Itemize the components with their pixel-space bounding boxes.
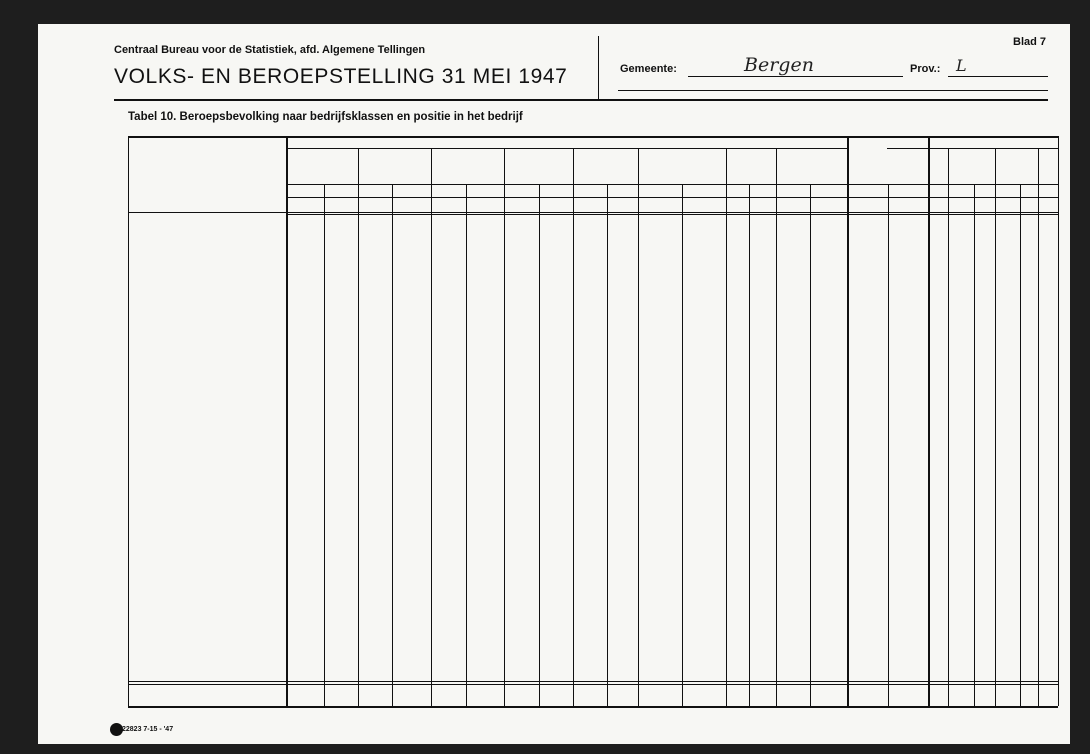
table-title: Tabel 10. Beroepsbevolking naar bedrijfsklassen en positie in het bedrijf — [128, 111, 523, 123]
column-rule — [682, 184, 683, 706]
header-divider — [598, 36, 599, 100]
column-rule — [974, 184, 975, 706]
column-rule — [726, 148, 727, 706]
column-rule — [810, 184, 811, 706]
table-right-rule — [1058, 136, 1059, 706]
column-rule — [995, 148, 996, 706]
organisation-name: Centraal Bureau voor de Statistiek, afd. Algemene Tellingen — [114, 44, 426, 56]
column-rule — [431, 148, 432, 706]
column-rule — [888, 184, 889, 706]
gemeente-value[interactable]: Bergen — [744, 54, 814, 76]
column-rule — [1020, 184, 1021, 706]
tijdelijk-rule — [887, 148, 1058, 149]
column-rule — [607, 184, 608, 706]
column-rule — [928, 136, 930, 706]
mv-header-rule — [286, 184, 1058, 185]
column-rule — [539, 184, 540, 706]
column-rule — [948, 148, 949, 706]
column-rule — [504, 148, 505, 706]
form-title: VOLKS- EN BEROEPSTELLING 31 MEI 1947 — [114, 65, 568, 88]
header-rule-3 — [618, 90, 1048, 91]
header-rule — [114, 99, 1048, 101]
column-rule — [286, 136, 288, 706]
column-rule — [749, 184, 750, 706]
table-bottom-rule — [128, 706, 1058, 708]
table-top-rule — [128, 136, 1058, 138]
column-rule — [466, 184, 467, 706]
positie-rule — [286, 148, 847, 149]
census-form-sheet — [38, 24, 1070, 744]
column-rule — [392, 184, 393, 706]
column-rule — [847, 136, 849, 706]
column-rule — [638, 148, 639, 706]
sheet-number: Blad 7 — [1013, 36, 1047, 48]
gemeente-line — [688, 76, 903, 77]
provincie-label: Prov.: — [910, 63, 941, 75]
form-code: 22823 7-15 - '47 — [122, 726, 174, 733]
column-rule — [324, 184, 325, 706]
gemeente-label: Gemeente: — [620, 63, 677, 75]
provincie-value[interactable]: L — [956, 56, 967, 75]
colnum-top-rule — [286, 197, 1058, 198]
column-rule — [358, 148, 359, 706]
row-rule — [286, 214, 1058, 215]
data-bottom-rule — [128, 681, 1058, 682]
header-bottom-rule — [128, 212, 1058, 213]
table-left-rule — [128, 136, 129, 706]
totals-top-rule — [128, 684, 1058, 685]
column-rule — [1038, 148, 1039, 706]
column-rule — [573, 148, 574, 706]
provincie-line — [948, 76, 1048, 77]
column-rule — [776, 148, 777, 706]
